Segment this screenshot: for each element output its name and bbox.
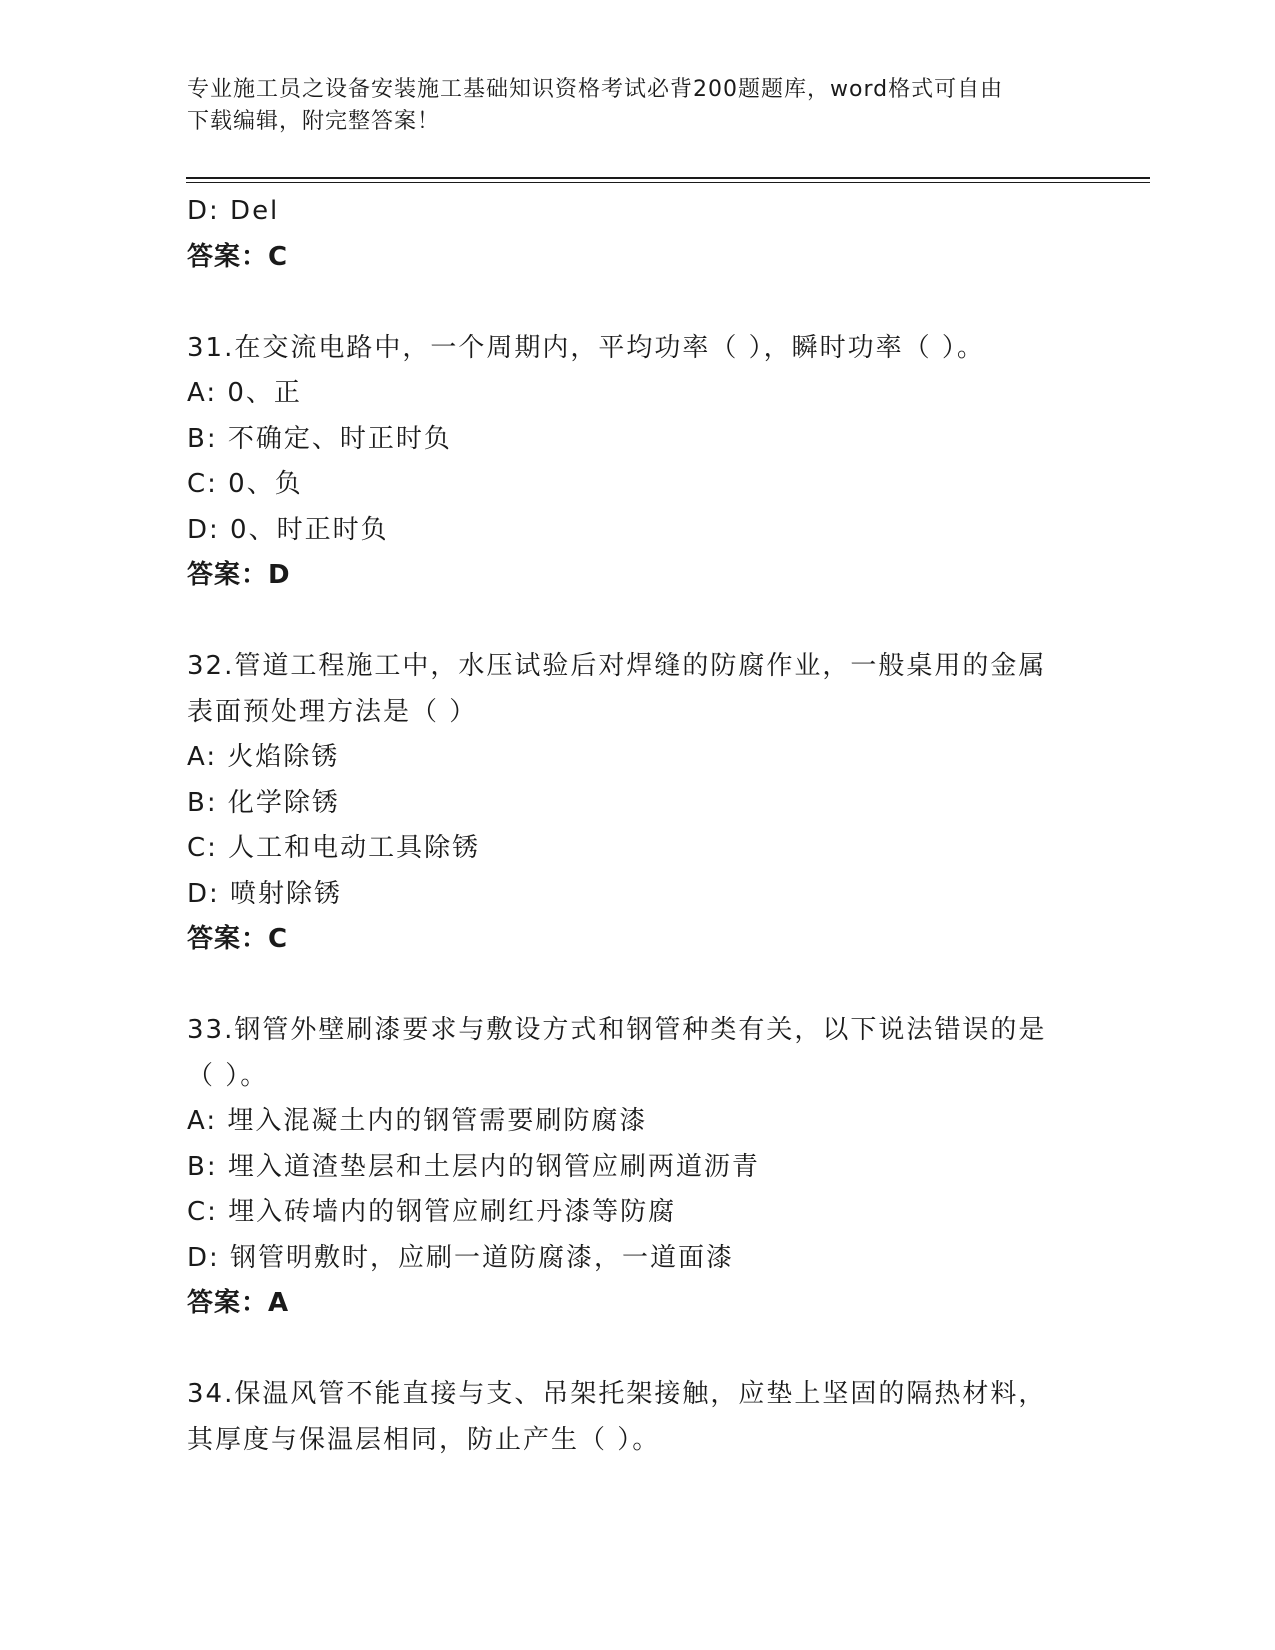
q32-option-c: C: 人工和电动工具除锈 <box>187 833 481 863</box>
q31-option-d: D: 0、时正时负 <box>187 514 389 545</box>
q31-option-b: B: 不确定、时正时负 <box>187 423 452 454</box>
q33-option-c: C: 埋入砖墙内的钢管应刷红丹漆等防腐 <box>187 1197 677 1227</box>
question-spacer <box>187 599 1087 645</box>
q33-question-line-1: 33.钢管外壁刷漆要求与敷设方式和钢管种类有关，以下说法错误的是 <box>187 1015 1047 1045</box>
q32-option-a: A: 火焰除锈 <box>187 742 340 772</box>
q34-question-line-1: 34.保温风管不能直接与支、吊架托架接触，应垫上坚固的隔热材料， <box>187 1379 1047 1409</box>
header-divider-thin <box>186 182 1150 183</box>
q32-question-line-2: 表面预处理方法是（ ） <box>187 696 478 727</box>
header-divider-thick <box>186 177 1150 179</box>
q30-option-d: D: Del <box>187 196 280 226</box>
question-spacer <box>187 1327 1087 1373</box>
q31-option-c: C: 0、负 <box>187 469 303 499</box>
q32-option-b: B: 化学除锈 <box>187 787 340 818</box>
q32-option-d: D: 喷射除锈 <box>187 878 343 909</box>
q32-question-line-1: 32.管道工程施工中，水压试验后对焊缝的防腐作业，一般桌用的金属 <box>187 651 1047 681</box>
q34-question-line-2: 其厚度与保温层相同，防止产生（ ）。 <box>187 1424 661 1455</box>
q33-option-a: A: 埋入混凝土内的钢管需要刷防腐漆 <box>187 1106 648 1136</box>
q31-option-a: A: 0、正 <box>187 378 302 408</box>
q31-question: 31.在交流电路中，一个周期内，平均功率（ ），瞬时功率（ ）。 <box>187 332 985 363</box>
question-spacer <box>187 963 1087 1009</box>
q33-option-b: B: 埋入道渣垫层和土层内的钢管应刷两道沥青 <box>187 1151 760 1182</box>
q32-answer: 答案：C <box>187 924 289 954</box>
question-spacer <box>187 280 1087 326</box>
header-title-line-2: 下载编辑，附完整答案！ <box>187 109 441 134</box>
question-list <box>187 189 1087 1463</box>
q30-answer: 答案：C <box>187 241 289 272</box>
q33-option-d: D: 钢管明敷时，应刷一道防腐漆，一道面漆 <box>187 1242 735 1273</box>
q33-answer: 答案：A <box>187 1288 290 1318</box>
q33-question-line-2: （ ）。 <box>187 1060 269 1091</box>
q31-answer: 答案：D <box>187 560 291 590</box>
document-header <box>187 74 1087 138</box>
header-title-line-1: 专业施工员之设备安装施工基础知识资格考试必背200题题库，word格式可自由 <box>187 77 1004 102</box>
